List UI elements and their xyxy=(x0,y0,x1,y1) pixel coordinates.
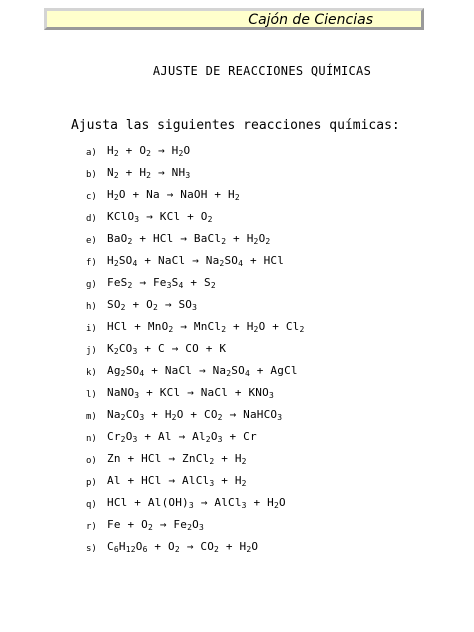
reaction-equation: $Cr_2O_3 + Al \to Al_2O_3 + Cr$ xyxy=(107,430,257,444)
reaction-letter: o) xyxy=(86,456,97,466)
reaction-equation: $H_2O + Na$ → NaOH + $H_2$ xyxy=(107,188,240,202)
header-banner xyxy=(44,8,424,30)
reaction-equation: BaO$_2$ + HCl → BaCl$_2$ + $H_2O_2$ xyxy=(107,232,271,246)
reaction-equation: $Na_2CO_3 + H_2O + CO_2$ → NaHCO$_3$ xyxy=(107,408,283,422)
reaction-equation: Al + HCl → AlCl$_3$ + $H_2$ xyxy=(107,474,247,488)
reaction-letter: m) xyxy=(86,412,97,422)
brand-title: Cajón de Ciencias xyxy=(248,12,373,28)
page-title: AJUSTE DE REACCIONES QUÍMICAS xyxy=(152,64,372,78)
instruction-text: Ajusta las siguientes reacciones químicas: xyxy=(71,118,400,133)
reaction-letter: p) xyxy=(86,478,97,488)
reaction-letter: h) xyxy=(86,302,97,312)
reaction-equation: $Ag_2SO_4$ + NaCl → $Na_2SO_4$ + AgCl xyxy=(107,364,298,378)
reaction-equation: Zn + HCl → ZnCl$_2$ + $H_2$ xyxy=(107,452,247,466)
reaction-equation: $H_2SO_4$ + NaCl → $Na_2SO_4$ + HCl xyxy=(107,254,285,268)
reaction-equation: NaNO$_3$ + KCl → NaCl + $KNO_3$ xyxy=(107,386,274,400)
reaction-equation: $K_2CO_3 + C$ → CO + K xyxy=(107,342,227,356)
reaction-equation: $FeS_2 \to Fe_3S_4 + S_2$ xyxy=(107,276,216,290)
reaction-equation: $N_2 + H_2 \to NH_3$ xyxy=(107,166,191,180)
reaction-letter: k) xyxy=(86,368,97,378)
reaction-letter: b) xyxy=(86,170,97,180)
reaction-letter: d) xyxy=(86,214,97,224)
reaction-equation: $SO_2 + O_2 \to SO_3$ xyxy=(107,298,198,312)
reaction-letter: i) xyxy=(86,324,97,334)
reaction-letter: f) xyxy=(86,258,97,268)
reaction-letter: r) xyxy=(86,522,97,532)
reaction-equation: HCl + $Al(OH)_3$ → AlCl$_3$ + $H_2O$ xyxy=(107,496,286,510)
reaction-letter: a) xyxy=(86,148,97,158)
reaction-letter: g) xyxy=(86,280,97,290)
reaction-letter: j) xyxy=(86,346,97,356)
reaction-letter: c) xyxy=(86,192,97,202)
reaction-equation: $Fe + O_2 \to Fe_2O_3$ xyxy=(107,518,204,532)
reaction-letter: e) xyxy=(86,236,97,246)
reaction-equation: $H_2 + O_2 \to H_2O$ xyxy=(107,144,191,158)
reaction-equation: $C_6H_{12}O_6 + O_2 \to CO_2 + H_2O$ xyxy=(107,540,259,554)
reaction-letter: q) xyxy=(86,500,97,510)
reaction-letter: l) xyxy=(86,390,97,400)
reaction-equation: HCl + MnO$_2$ → MnCl$_2$ + $H_2O + Cl_2$ xyxy=(107,320,305,334)
reaction-equation: KClO$_3$ → KCl + $O_2$ xyxy=(107,210,213,224)
reaction-letter: n) xyxy=(86,434,97,444)
reaction-letter: s) xyxy=(86,544,97,554)
